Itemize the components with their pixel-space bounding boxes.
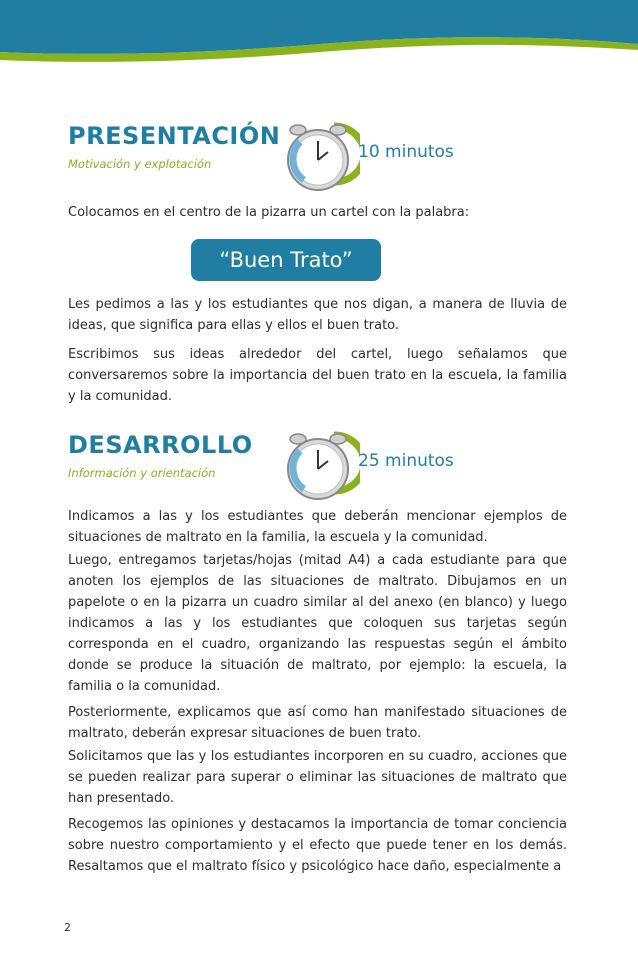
- page-number: 2: [64, 921, 71, 934]
- section-duration: 10 minutos: [358, 142, 454, 162]
- intro-paragraph: Colocamos en el centro de la pizarra un cartel con la palabra:: [68, 205, 470, 220]
- header-wave-band: [0, 0, 638, 70]
- section-presentacion-header: [68, 122, 588, 202]
- paragraph: Indicamos a las y los estudiantes que deberán mencionar ejemplos de situaciones de maltrato en la familia, la escuela y la comunidad.: [68, 509, 567, 545]
- section-desarrollo-header: [68, 431, 588, 511]
- section-title: DESARROLLO: [68, 431, 253, 459]
- section-subtitle: Información y orientación: [68, 466, 216, 480]
- paragraph: Solicitamos que las y los estudiantes incorporen en su cuadro, acciones que se pueden realizar para superar o eliminar las situaciones de maltrato que han presentado.: [68, 749, 567, 806]
- paragraph: Recogemos las opiniones y destacamos la importancia de tomar conciencia sobre nuestro comportamiento y el efecto que puede tener en los demás. Resaltamos que el maltrato físico y psicológico hace daño, especialmente a: [68, 817, 567, 874]
- banner-label: “Buen Trato”: [219, 248, 353, 272]
- clock-icon: [270, 425, 366, 503]
- paragraph: Luego, entregamos tarjetas/hojas (mitad A4) a cada estudiante para que anoten los ejemplos de las situaciones de maltrato. Dibujamos en un papelote o en la pizarra un cuadro similar al del anexo (en blanco) y luego indicamos a las y los estudiantes que coloquen sus tarjetas según corresponda en el cuadro, organizando las respuestas según el ámbito donde se produce la situación de maltrato, por ejemplo: la escuela, la familia o la comunidad.: [68, 553, 567, 694]
- paragraph: Posteriormente, explicamos que así como han manifestado situaciones de maltrato, deberán expresar situaciones de buen trato.: [68, 705, 567, 741]
- section-duration: 25 minutos: [358, 451, 454, 471]
- clock-icon: [270, 116, 366, 194]
- buen-trato-banner: [191, 239, 381, 281]
- paragraph: Escribimos sus ideas alrededor del cartel, luego señalamos que conversaremos sobre la importancia del buen trato en la escuela, la familia y la comunidad.: [68, 347, 567, 404]
- paragraph: Les pedimos a las y los estudiantes que nos digan, a manera de lluvia de ideas, que significa para ellas y ellos el buen trato.: [68, 297, 567, 333]
- section-subtitle: Motivación y explotación: [68, 157, 212, 171]
- section-title: PRESENTACIÓN: [68, 122, 281, 150]
